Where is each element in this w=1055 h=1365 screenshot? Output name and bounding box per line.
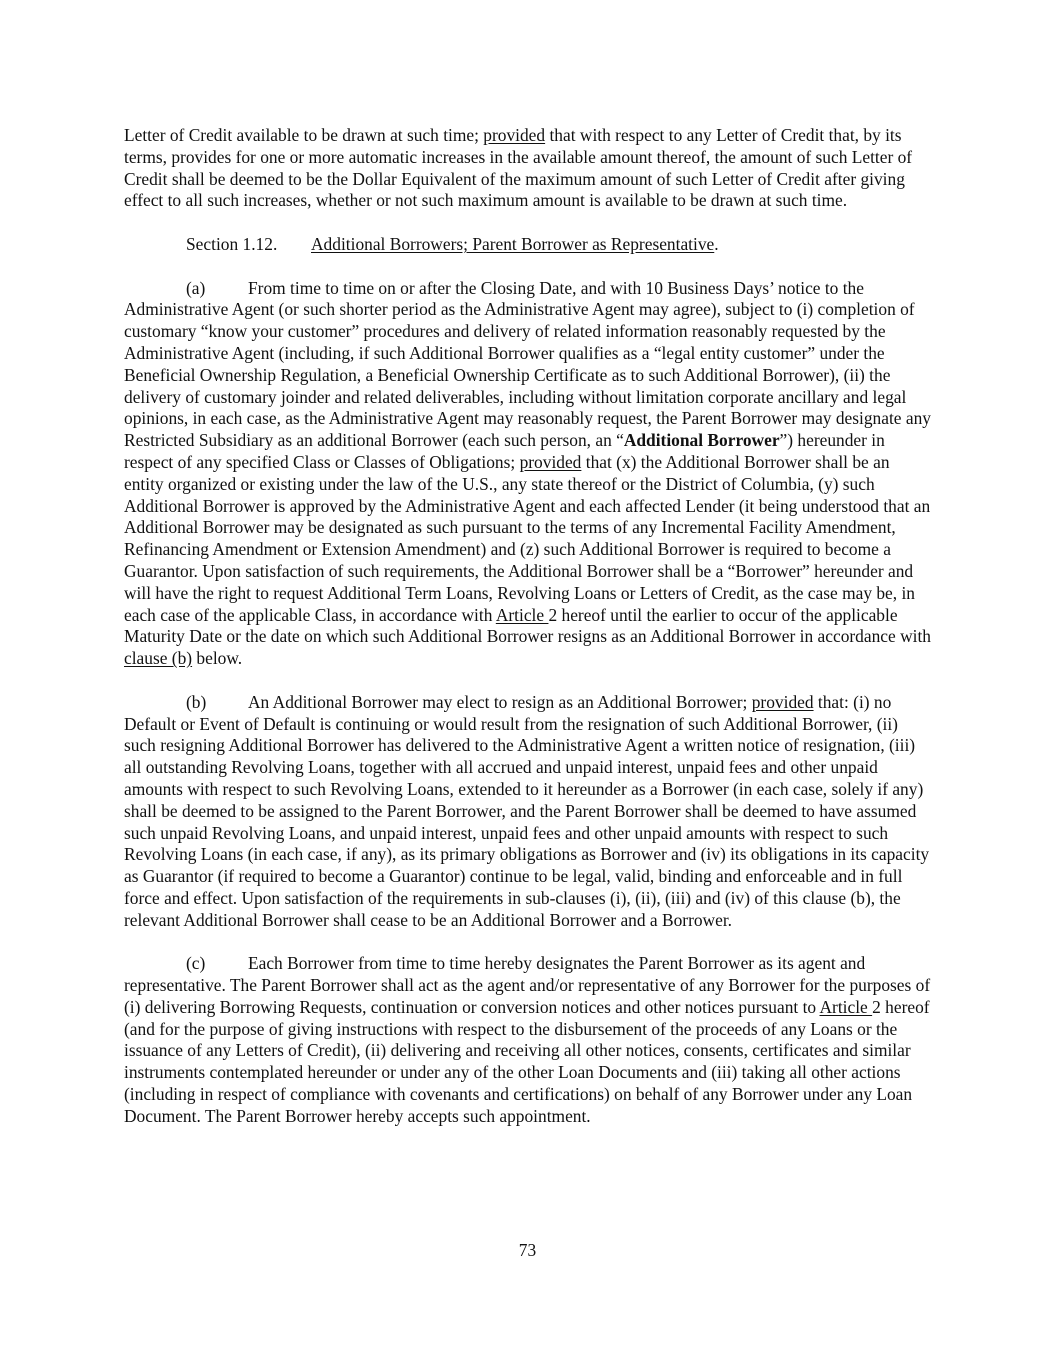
clause-b-reference: clause (b) (124, 648, 193, 669)
clause-c-text-2: 2 hereof (and for the purpose of giving instructions with respect to the disbursement of the proceeds of any Loans or the issuance of any Letters of Credit), (ii) delivering and receiving all other notices, consents, certificates and similar instruments contemplated hereunder or under any of the other Loan Documents and (iii) taking all other actions (including in respect of compliance with covenants and certifications) on behalf of any Borrower under any Loan Document. The Parent Borrower hereby accepts such appointment. (124, 996, 930, 1126)
provided-term: provided (483, 125, 546, 145)
provided-term: provided (519, 451, 582, 472)
clause-c-text-1: Each Borrower from time to time hereby designates the Parent Borrower as its agent and representative. The Parent Borrower shall act as the agent and/or representative of any Borrower for the purposes of (i) delivering Borrowing Requests, continuation or conversion notices and other notices pursuant to (124, 953, 931, 1017)
clause-a-text-2: ”) hereunder in respect of any specified Class or Classes of Obligations; (124, 430, 885, 472)
section-number: Section 1.12. (186, 233, 278, 254)
intro-text-2: that with respect to any Letter of Credit that, by its terms, provides for one or more automatic increases in the available amount thereof, the amount of such Letter of Credit shall be deemed to be the Dollar Equivalent of the maximum amount of such Letter of Credit after giving effect to all such increases, whether or not such maximum amount is available to be drawn at such time. (124, 125, 913, 211)
clause-a-text-1: From time to time on or after the Closing Date, and with 10 Business Days’ notice to the Administrative Agent (or such shorter period as the Administrative Agent may agree), subject to (i) completion of customary “know your customer” procedures and delivery of related information reasonably requested by the Administrative Agent (including, if such Additional Borrower qualifies as a “legal entity customer” under the Beneficial Ownership Regulation, a Beneficial Ownership Certificate as to such Additional Borrower), (ii) the delivery of customary joinder and related deliverables, including without limitation corporate ancillary and legal opinions, in each case, as the Administrative Agent may reasonably request, the Parent Borrower may designate any Restricted Subsidiary as an additional Borrower (each such person, an “ (124, 277, 931, 451)
clause-a-text-4: 2 hereof until the earlier to occur of the applicable Maturity Date or the date on which such Additional Borrower resigns as an Additional Borrower in accordance with (124, 604, 931, 647)
intro-paragraph (124, 125, 932, 212)
clause-c-paragraph (124, 953, 932, 1127)
section-title-period: . (714, 233, 719, 254)
clause-a-text-5: below. (192, 648, 243, 669)
clause-a-label: (a) (186, 277, 206, 298)
clause-b-paragraph (124, 692, 932, 932)
section-title: Additional Borrowers; Parent Borrower as Representative (311, 233, 715, 254)
clause-b-text-2: that: (i) no Default or Event of Default is continuing or would result from the resignation of such Additional Borrower, (ii) such resigning Additional Borrower has delivered to the Administrative Agent a written notice of resignation, (iii) all outstanding Revolving Loans, together with all accrued and unpaid interest, unpaid fees and other unpaid amounts with respect to such Revolving Loans, extended to it hereunder as a Borrower (in each case, solely if any) shall be deemed to be assigned to the Parent Borrower, and the Parent Borrower shall be deemed to have assumed such unpaid Revolving Loans, and unpaid interest, unpaid fees and other unpaid amounts with respect to such Revolving Loans (in each case, if any), as its primary obligations as Borrower and (iv) its obligations in its capacity as Guarantor (if required to become a Guarantor) continue to be legal, valid, binding and enforceable and in full force and effect. Upon satisfaction of the requirements in sub-clauses (i), (ii), (iii) and (iv) of this clause (b), the relevant Additional Borrower shall cease to be an Additional Borrower and a Borrower. (124, 691, 930, 930)
page-number: 73 (518, 1240, 537, 1260)
clause-b-label: (b) (186, 691, 207, 712)
section-heading (124, 234, 932, 256)
article-reference: Article (819, 996, 873, 1017)
provided-term: provided (751, 691, 814, 712)
clause-a-text-3: that (x) the Additional Borrower shall be an entity organized or existing under the law of the U.S., any state thereof or the District of Columbia, (y) such Additional Borrower is approved by the Administrative Agent and each affected Lender (it being understood that an Additional Borrower may be designated as such pursuant to the terms of any Incremental Facility Amendment, Refinancing Amendment or Extension Amendment) and (z) such Additional Borrower is required to become a Guarantor. Upon satisfaction of such requirements, the Additional Borrower shall be a “Borrower” hereunder and will have the right to request Additional Term Loans, Revolving Loans or Letters of Credit, as the case may be, in each case of the applicable Class, in accordance with (124, 451, 931, 625)
intro-text-1: Letter of Credit available to be drawn at such time; (124, 125, 484, 145)
document-page (124, 125, 932, 1128)
clause-b-text-1: An Additional Borrower may elect to resign as an Additional Borrower; (248, 691, 752, 712)
clause-a-paragraph (124, 278, 932, 670)
article-reference: Article (495, 604, 549, 625)
defined-term-additional-borrower: Additional Borrower (623, 430, 780, 451)
clause-c-label: (c) (186, 953, 206, 974)
